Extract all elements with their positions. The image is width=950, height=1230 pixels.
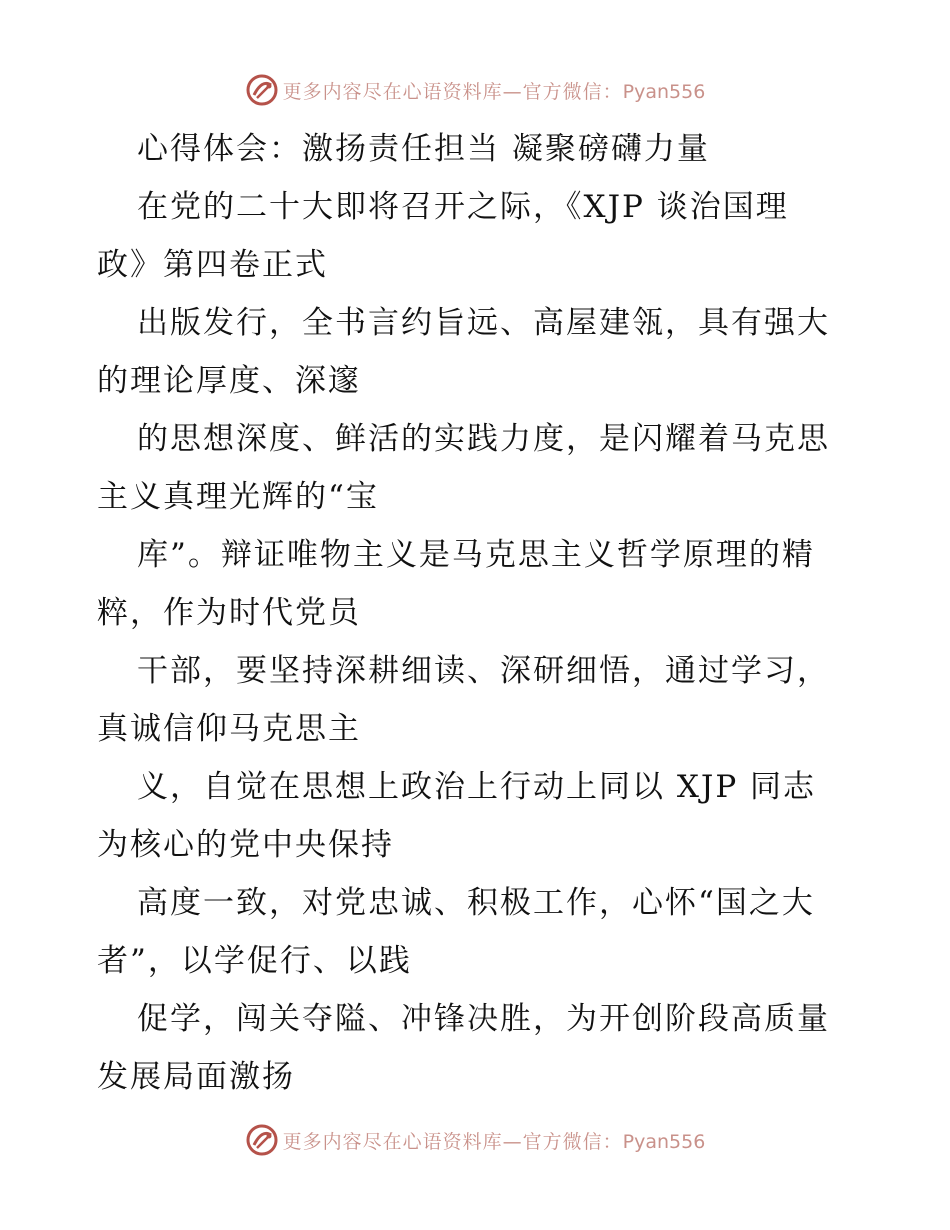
text-line: 义，自觉在思想上政治上行动上同以 XJP 同志 [137,769,817,805]
banner-text: 更多内容尽在心语资料库—官方微信：Pyan556 [282,1130,706,1153]
document-body [97,120,857,1106]
text-line: 的理论厚度、深邃 [97,363,361,399]
text-line: 真诚信仰马克思主 [97,711,361,747]
brand-logo-icon [245,73,279,107]
text-line: 高度一致，对党忠诚、积极工作，心怀“国之大 [137,885,815,921]
text-line: 主义真理光辉的“宝 [97,479,379,515]
brand-logo-icon [245,1123,279,1157]
banner-wechat-id: Pyan556 [622,80,706,103]
text-line: 在党的二十大即将召开之际，《XJP 谈治国理 [137,189,789,225]
text-line: 政》第四卷正式 [97,247,328,283]
text-line: 的思想深度、鲜活的实践力度，是闪耀着马克思 [137,421,830,457]
text-line: 干部，要坚持深耕细读、深研细悟，通过学习， [137,653,830,689]
banner-text: 更多内容尽在心语资料库—官方微信：Pyan556 [282,80,706,103]
text-line: 促学，闯关夺隘、冲锋决胜，为开创阶段高质量 [137,1001,830,1037]
text-line: 粹，作为时代党员 [97,595,361,631]
footer-watermark-banner [0,1120,950,1160]
document-title: 心得体会：激扬责任担当 凝聚磅礴力量 [137,131,710,167]
text-line: 库”。辩证唯物主义是马克思主义哲学原理的精 [137,537,815,573]
header-watermark-banner [0,70,950,110]
text-line: 出版发行，全书言约旨远、高屋建瓴，具有强大 [137,305,830,341]
text-line: 发展局面激扬 [97,1059,295,1095]
text-line: 为核心的党中央保持 [97,827,394,863]
banner-wechat-id: Pyan556 [622,1130,706,1153]
text-line: 者”，以学促行、以践 [97,943,412,979]
